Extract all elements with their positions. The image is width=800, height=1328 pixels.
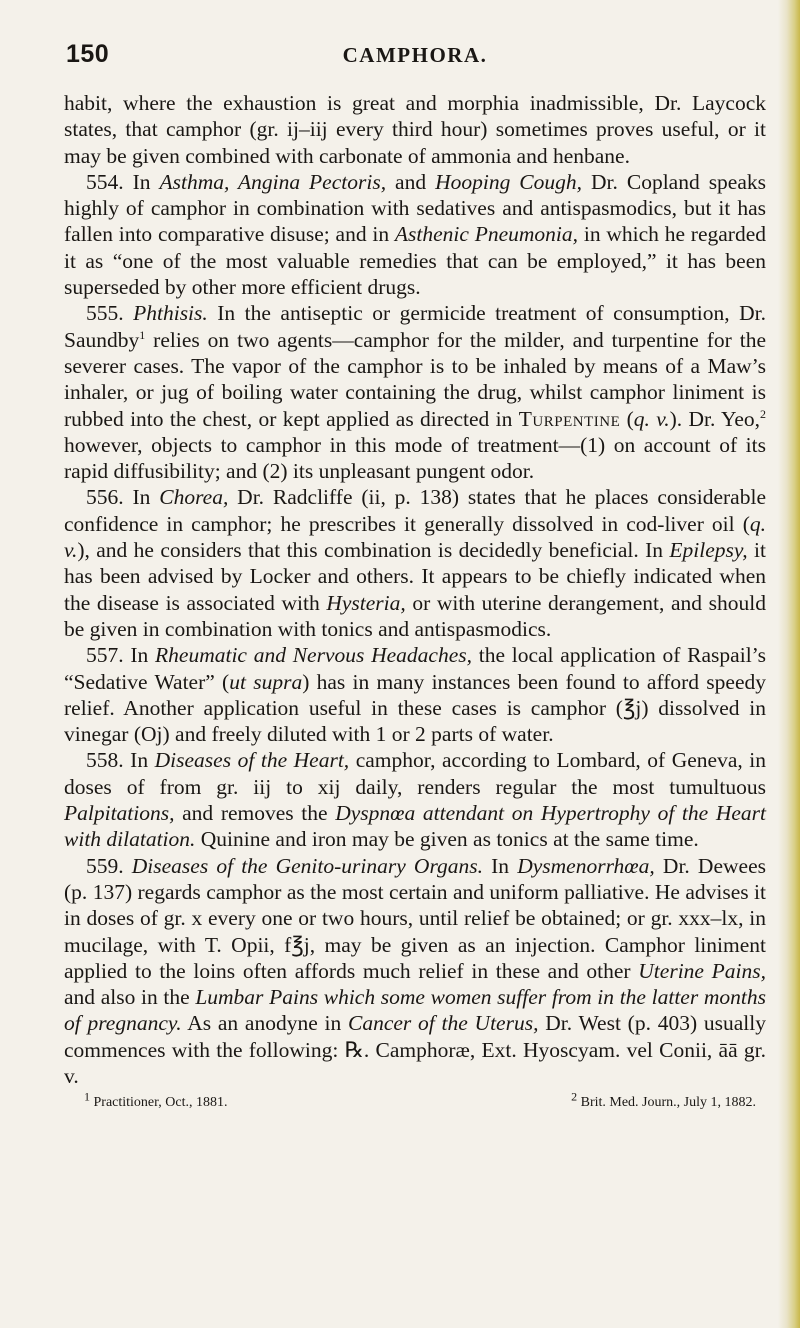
text: or with uterine derangement, and should be given in combination with tonics and antispasmodics.	[64, 590, 766, 641]
text: ). Dr. Yeo,	[669, 406, 761, 431]
italic-term: Diseases of the Genito-urinary Organs.	[131, 853, 484, 878]
section-number: 558.	[86, 748, 124, 773]
italic-term: Lumbar Pains which some women suffer from in the latter months of pregnancy.	[64, 985, 766, 1036]
italic-term: Epilepsy,	[669, 538, 748, 563]
italic-term: Dyspnœa attendant on Hypertrophy of the Heart with dilatation.	[64, 801, 766, 852]
text: it has been advised by Locker and others. It appears to be chiefly indicated when the disease is associated with	[64, 538, 766, 615]
footnote-1	[84, 1090, 227, 1116]
text: Dr. Copland speaks highly of camphor in combination with sedatives and antispasmodics, but it has fallen into comparative disuse; and in	[64, 169, 767, 247]
paragraph-555	[64, 300, 766, 484]
text: In	[132, 485, 160, 510]
text: In the antiseptic or germicide treatment of consumption, Dr. Saundby	[64, 301, 766, 352]
book-page	[64, 40, 766, 1117]
text: In	[130, 748, 155, 773]
italic-term: Hooping Cough,	[435, 169, 583, 194]
text: ) has in many instances been found to afford speedy relief. Another application useful in these cases is camphor (℥j) dissolved in vinegar (Oj) and freely diluted with 1 or 2 parts of water.	[64, 669, 767, 747]
text: In	[132, 169, 160, 194]
italic-term: Asthma, Angina Pectoris,	[159, 169, 387, 194]
italic-term: Phthisis.	[133, 301, 208, 326]
text: the local application of Raspail’s “Sedative Water” (	[64, 643, 767, 694]
section-number: 554.	[86, 169, 124, 194]
text: and	[386, 169, 436, 194]
italic-term: Rheumatic and Nervous Headaches,	[155, 643, 472, 668]
text: however, objects to camphor in this mode of treatment—(1) on account of its rapid diffusibility; and (2) its unpleasant pungent odor.	[64, 432, 766, 484]
text: As an anodyne in	[181, 1011, 348, 1036]
text: Quinine and iron may be given as tonics at the same time.	[195, 827, 699, 852]
running-title: CAMPHORA.	[342, 43, 488, 67]
text: relies on two agents—camphor for the milder, and turpentine for the severer cases. The vapor of the camphor is to be inhaled by means of a Maw’s inhaler, or jug of boiling water containing the drug, whilst camphor liniment is rubbed into the chest, or kept applied as directed in	[64, 327, 766, 431]
italic-term: Dysmenorrhœa,	[517, 853, 655, 878]
cross-reference: Turpentine	[518, 406, 621, 431]
footnote-mark: 2	[571, 1089, 578, 1104]
text: Dr. Dewees (p. 137) regards camphor as the most certain and uniform palliative. He advises it in doses of gr. x every one or two hours, until relief be obtained; or gr. xxx–lx, in mucilage, with T. Opii, f℥j, may be given as an injection. Camphor liniment applied to the loins often affords much relief in these and other	[64, 853, 766, 983]
section-number: 559.	[86, 853, 124, 878]
italic-term: Uterine Pains,	[638, 958, 766, 983]
italic-term: ut supra	[229, 669, 303, 694]
page-number: 150	[66, 40, 110, 68]
footnotes	[64, 1090, 766, 1116]
footnote-text: Brit. Med. Journ., July 1, 1882.	[580, 1095, 756, 1111]
text: In	[130, 643, 156, 668]
italic-term: Palpitations,	[64, 801, 175, 826]
section-number: 557.	[86, 643, 124, 668]
paragraph-559	[64, 853, 766, 1090]
footnote-ref: 2	[760, 406, 767, 421]
paragraph-556	[64, 484, 766, 642]
italic-term: Cancer of the Uterus,	[347, 1011, 539, 1036]
text: Dr. Radcliffe (ii, p. 138) states that he places considerable confidence in camphor; he prescribes it generally dissolved in cod-liver oil (	[64, 485, 766, 536]
paragraph-continuation: habit, where the exhaustion is great and morphia inadmissible, Dr. Laycock states, that camphor (gr. ij–iij every third hour) sometimes proves useful, or it may be given combined with carbonate of ammonia and henbane.	[64, 91, 766, 168]
italic-term: Hysteria,	[326, 590, 406, 615]
page-header	[64, 40, 766, 74]
italic-term: Chorea,	[159, 485, 229, 510]
page-edge	[778, 0, 800, 1328]
footnote-2	[571, 1090, 756, 1116]
italic-term: q. v.	[64, 511, 766, 563]
footnote-ref: 1	[139, 327, 146, 342]
footnote-text: Practitioner, Oct., 1881.	[93, 1095, 228, 1111]
text: ), and he considers that this combination is decidedly beneficial. In	[77, 538, 670, 563]
text: and removes the	[174, 801, 336, 826]
footnote-mark: 1	[84, 1089, 90, 1104]
text: In	[483, 853, 518, 878]
text: in which he regarded it as “one of the most valuable remedies that can be employed,” it has been superseded by other more efficient drugs.	[64, 222, 766, 300]
paragraph-554	[64, 169, 766, 300]
text: (	[620, 406, 634, 431]
text: and also in the	[64, 985, 196, 1010]
section-number: 555.	[86, 301, 124, 326]
text: camphor, according to Lombard, of Geneva, in doses of from gr. iij to xij daily, renders regular the most tumultuous	[64, 748, 766, 799]
text: Dr. West (p. 403) usually commences with the following: ℞. Camphoræ, Ext. Hyoscyam. vel Conii, āā gr. v.	[64, 1011, 766, 1088]
italic-term: Asthenic Pneumonia,	[394, 222, 579, 247]
italic-term: Diseases of the Heart,	[154, 748, 350, 773]
paragraph-558	[64, 747, 766, 852]
italic-term: q. v.	[633, 406, 670, 431]
section-number: 556.	[86, 485, 124, 510]
body-text	[64, 90, 766, 1117]
paragraph-557	[64, 642, 766, 747]
